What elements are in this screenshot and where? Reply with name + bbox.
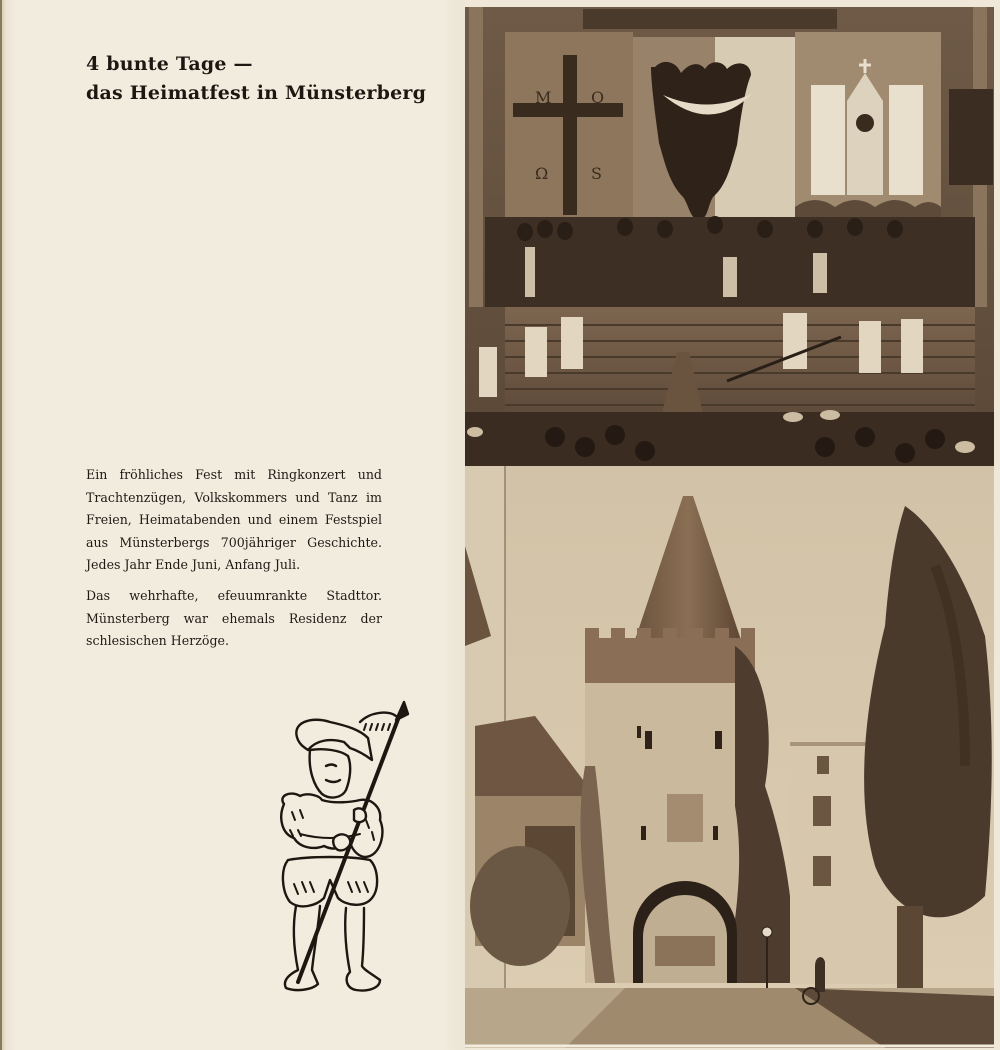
festival-stage-image xyxy=(465,7,994,466)
title-line-2: das Heimatfest in Münsterberg xyxy=(86,82,427,104)
festival-stage-photo xyxy=(465,7,994,466)
city-gate-tower-image xyxy=(465,466,994,1048)
page-title xyxy=(86,50,426,108)
left-text-panel xyxy=(0,0,465,1050)
gate-caption-paragraph: Das wehrhafte, efeuumrankte Stadttor. Münsterberg war ehemals Residenz der schlesischen Herzöge. xyxy=(86,587,382,649)
city-gate-tower-photo xyxy=(465,466,994,1048)
body-text xyxy=(86,464,382,661)
banner-letter-o: O xyxy=(591,88,605,107)
landsknecht-drawing-icon xyxy=(260,700,420,1000)
banner-letter-m: M xyxy=(535,88,552,107)
banner-letter-s: S xyxy=(591,164,602,183)
title-line-1: 4 bunte Tage — xyxy=(86,53,253,75)
festival-paragraph: Ein fröhliches Fest mit Ringkonzert und Trachtenzügen, Volkskommers und Tanz im Freien, Heimatabenden und einem Festspiel aus Münsterbergs 700jähriger Geschichte. Jedes Jahr Ende Juni, Anfang Juli. xyxy=(86,467,382,573)
banner-letter-omega: Ω xyxy=(535,164,549,183)
